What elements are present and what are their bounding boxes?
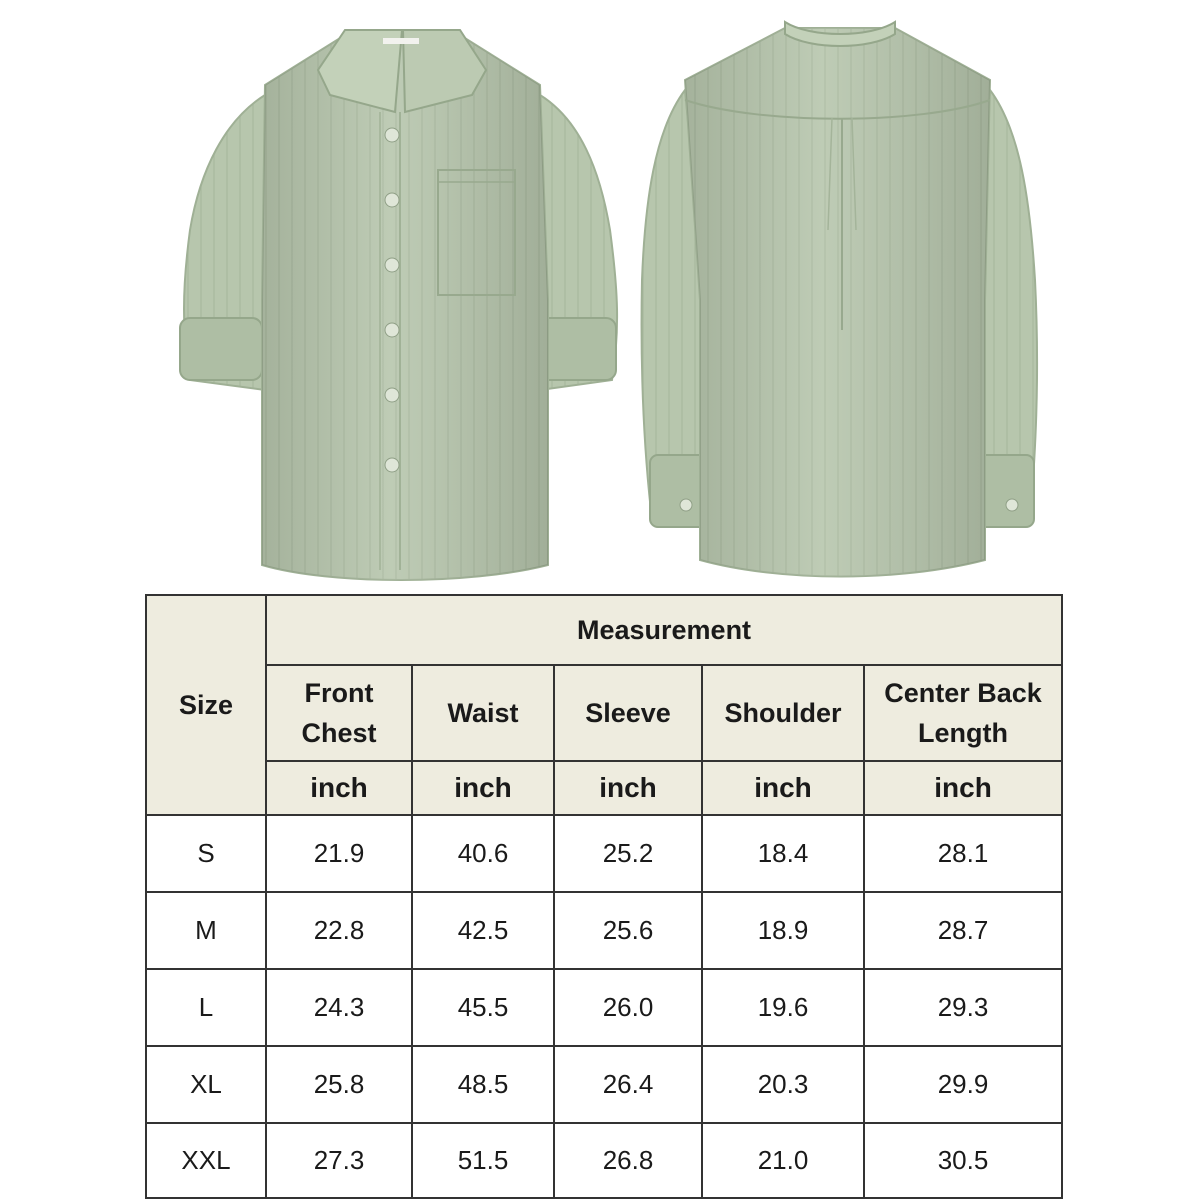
value-cell: 28.1 [864, 815, 1062, 892]
table-row [146, 892, 1062, 969]
value-cell: 29.3 [864, 969, 1062, 1046]
value-cell: 28.7 [864, 892, 1062, 969]
value-cell: 27.3 [266, 1123, 412, 1198]
value-cell: 45.5 [412, 969, 554, 1046]
column-header: Front Chest [266, 665, 412, 761]
table-row [146, 1123, 1062, 1198]
value-cell: 21.9 [266, 815, 412, 892]
value-cell: 48.5 [412, 1046, 554, 1123]
size-cell: M [146, 892, 266, 969]
value-cell: 30.5 [864, 1123, 1062, 1198]
size-cell: S [146, 815, 266, 892]
table-row [146, 969, 1062, 1046]
value-cell: 26.8 [554, 1123, 702, 1198]
column-header: Shoulder [702, 665, 864, 761]
size-cell: L [146, 969, 266, 1046]
value-cell: 24.3 [266, 969, 412, 1046]
unit-label: inch [554, 761, 702, 815]
column-header: Sleeve [554, 665, 702, 761]
size-cell: XXL [146, 1123, 266, 1198]
shirt-front-icon [180, 30, 617, 580]
value-cell: 19.6 [702, 969, 864, 1046]
value-cell: 29.9 [864, 1046, 1062, 1123]
product-images [0, 0, 1200, 590]
unit-label: inch [702, 761, 864, 815]
unit-label: inch [864, 761, 1062, 815]
value-cell: 25.2 [554, 815, 702, 892]
column-header: Waist [412, 665, 554, 761]
shirt-back-icon [642, 22, 1038, 577]
value-cell: 18.9 [702, 892, 864, 969]
table-row [146, 1046, 1062, 1123]
value-cell: 51.5 [412, 1123, 554, 1198]
size-chart-table [145, 594, 1063, 1199]
value-cell: 26.4 [554, 1046, 702, 1123]
value-cell: 42.5 [412, 892, 554, 969]
value-cell: 25.8 [266, 1046, 412, 1123]
column-header: Center Back Length [864, 665, 1062, 761]
value-cell: 22.8 [266, 892, 412, 969]
unit-label: inch [412, 761, 554, 815]
table-row [146, 815, 1062, 892]
value-cell: 40.6 [412, 815, 554, 892]
value-cell: 21.0 [702, 1123, 864, 1198]
value-cell: 25.6 [554, 892, 702, 969]
measurement-header: Measurement [266, 595, 1062, 665]
value-cell: 26.0 [554, 969, 702, 1046]
value-cell: 20.3 [702, 1046, 864, 1123]
size-cell: XL [146, 1046, 266, 1123]
unit-label: inch [266, 761, 412, 815]
size-header: Size [146, 595, 266, 815]
value-cell: 18.4 [702, 815, 864, 892]
